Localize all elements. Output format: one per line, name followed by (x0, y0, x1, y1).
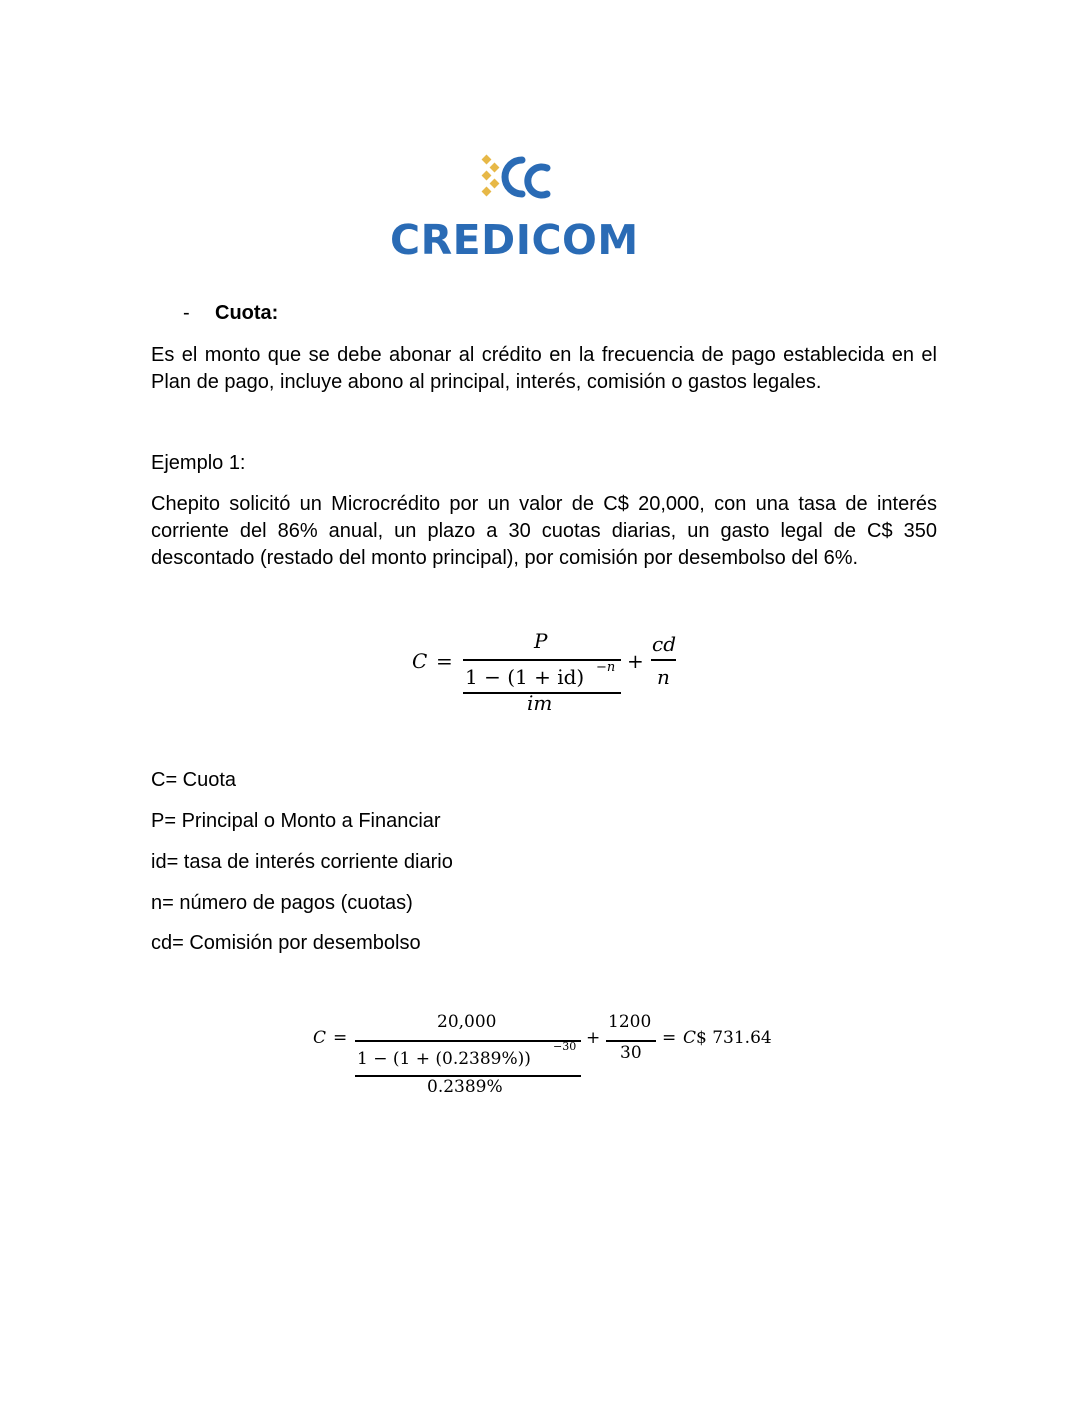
formula-den-exponent: −n (596, 660, 616, 675)
section-title: Cuota: (215, 302, 279, 324)
definition-cd: cd= Comisión por desembolso (151, 932, 421, 954)
calc-numerator: 20,000 (437, 1012, 497, 1032)
formula-frac2-den: n (657, 665, 670, 689)
calc-result-value: $ 731.64 (696, 1028, 772, 1048)
calc-frac2-num: 1200 (608, 1012, 652, 1032)
calc-lhs: C (313, 1028, 327, 1048)
formula-equals: = (436, 649, 453, 673)
formula-plus: + (627, 649, 644, 673)
calc-den-exponent: −30 (553, 1040, 577, 1053)
calc-den-top: 1 − (1 + (0.2389%)) (357, 1049, 531, 1069)
formula-den-bottom: im (527, 691, 553, 715)
example-label: Ejemplo 1: (151, 452, 246, 474)
credicom-wordmark: CREDICOM (390, 216, 639, 264)
formula-lhs: C (412, 649, 428, 673)
example-paragraph: Chepito solicitó un Microcrédito por un valor de C$ 20,000, con una tasa de interés corriente del 86% anual, un plazo a 30 cuotas diarias, un gasto legal de C$ 350 descontado (restado del monto principal), por comisión por desembolso del 6%. (151, 493, 937, 569)
formula-numerator: P (534, 629, 548, 653)
calc-plus: + (586, 1028, 601, 1048)
calc-equals: = (333, 1028, 348, 1048)
intro-paragraph: Es el monto que se debe abonar al crédito en la frecuencia de pago establecida en el Plan de pago, incluye abono al principal, interés, comisión o gastos legales. (151, 344, 937, 393)
calc-frac2-bar (606, 1040, 656, 1042)
formula-frac2-num: cd (652, 632, 677, 656)
calc-frac2-den: 30 (620, 1043, 642, 1063)
definition-c: C= Cuota (151, 769, 237, 791)
definition-p: P= Principal o Monto a Financiar (151, 810, 441, 832)
calc-equals-2: = (662, 1028, 677, 1048)
credicom-logo (390, 150, 650, 265)
calc-result-var: C (683, 1028, 697, 1048)
calc-main-bar (355, 1040, 581, 1042)
formula-den-top: 1 − (1 + id) (465, 665, 585, 689)
calc-den-bottom: 0.2389% (427, 1077, 503, 1097)
credicom-logo-mark (390, 150, 650, 212)
definition-id: id= tasa de interés corriente diario (151, 851, 453, 873)
formula-frac2-bar (651, 659, 676, 661)
definition-n: n= número de pagos (cuotas) (151, 892, 413, 914)
bullet-dash: - (183, 302, 190, 324)
